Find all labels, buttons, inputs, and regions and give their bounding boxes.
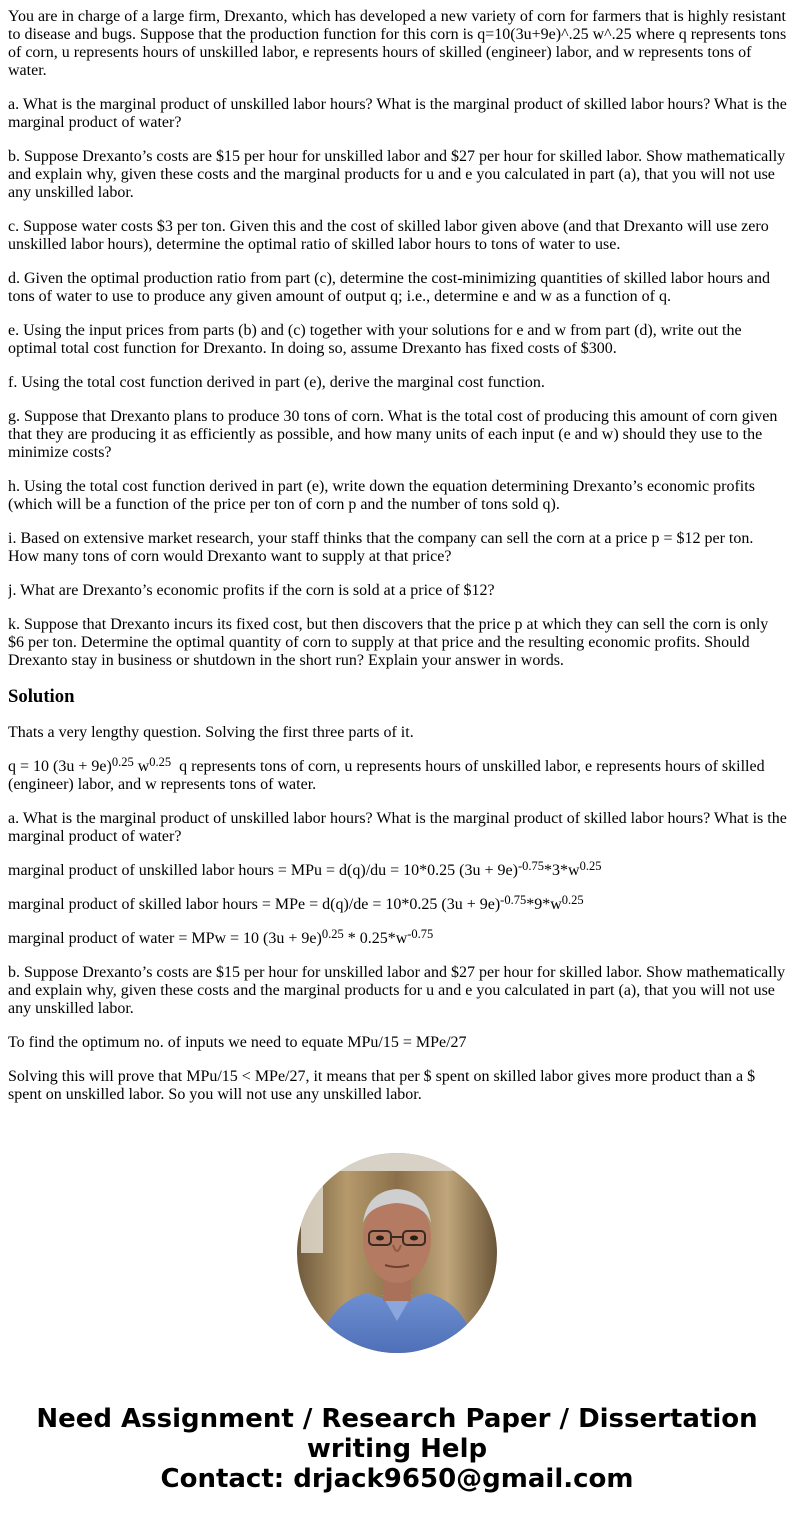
question-part-f: f. Using the total cost function derived in part (e), derive the marginal cost function. — [8, 374, 545, 391]
equation-text: marginal product of skilled labor hours = MPe = d(q)/de = 10*0.25 (3u + 9e) — [8, 896, 501, 913]
equation-term: * 0.25*w — [343, 930, 408, 947]
solution-note: Thats a very lengthy question. Solving the first three parts of it. — [8, 724, 414, 741]
question-part-e: e. Using the input prices from parts (b) and (c) together with your solutions for e and w from part (d), write out the optimal total cost function for Drexanto. In doing so, assume Drexanto has fixed costs of $300. — [8, 322, 742, 357]
question-intro: You are in charge of a large firm, Drexanto, which has developed a new variety of corn for farmers that is highly resistant to disease and bugs. Suppose that the production function for this corn is q=10(3u+9e)^.25 w^.25 where q represents tons of corn, u represents hours of unskilled labor, e represents hours of skilled (engineer) labor, and w represents tons of water. — [8, 8, 787, 79]
equation-exponent: 0.25 — [321, 927, 344, 941]
mpw-equation — [8, 927, 788, 948]
equation-exponent: -0.75 — [407, 927, 434, 941]
equation-description: q represents tons of corn, u represents hours of unskilled labor, e represents hours of skilled (engineer) labor, and w represents tons of water. — [8, 758, 769, 793]
footer-line-2: writing Help — [306, 1434, 488, 1464]
equation-exponent: -0.75 — [517, 859, 544, 873]
equation-base: q = 10 (3u + 9e) — [8, 758, 112, 775]
production-function-equation — [8, 755, 788, 794]
question-part-a: a. What is the marginal product of unskilled labor hours? What is the marginal product of skilled labor hours? What is the marginal product of water? — [8, 96, 787, 131]
avatar-portrait-icon — [297, 1153, 497, 1353]
mpu-equation — [8, 859, 788, 880]
question-part-g: g. Suppose that Drexanto plans to produce 30 tons of corn. What is the total cost of producing this amount of corn given that they are producing it as efficiently as possible, and how many units of each input (e and w) should they use to the minimize costs? — [8, 408, 778, 461]
footer-line-1: Need Assignment / Research Paper / Dissertation — [36, 1404, 758, 1434]
equation-text: marginal product of water = MPw = 10 (3u + 9e) — [8, 930, 322, 947]
equation-exponent: -0.75 — [500, 893, 527, 907]
equation-exponent: 0.25 — [579, 859, 602, 873]
document-body — [8, 8, 788, 1122]
footer-line-3: Contact: drjack9650@gmail.com — [160, 1464, 634, 1494]
mpe-equation — [8, 893, 788, 914]
question-part-k: k. Suppose that Drexanto incurs its fixed cost, but then discovers that the price p at which they can sell the corn is only $6 per ton. Determine the optimal quantity of corn to supply at that price and the resulting economic profits. Should Drexanto stay in business or shutdown in the short run? Explain your answer in words. — [8, 616, 769, 669]
equation-text: marginal product of unskilled labor hours = MPu = d(q)/du = 10*0.25 (3u + 9e) — [8, 862, 518, 879]
solution-heading: Solution — [8, 686, 75, 707]
solution-part-a-question: a. What is the marginal product of unskilled labor hours? What is the marginal product of skilled labor hours? What is the marginal product of water? — [8, 810, 787, 845]
equation-exponent: 0.25 — [111, 755, 134, 769]
optimum-condition: To find the optimum no. of inputs we need to equate MPu/15 = MPe/27 — [8, 1034, 467, 1051]
question-part-h: h. Using the total cost function derived in part (e), write down the equation determining Drexanto’s economic profits (which will be a function of the price per ton of corn p and the number of tons sold q). — [8, 478, 755, 513]
equation-term: w — [133, 758, 150, 775]
question-part-i: i. Based on extensive market research, your staff thinks that the company can sell the corn at a price p = $12 per ton. How many tons of corn would Drexanto want to supply at that price? — [8, 530, 754, 565]
solution-conclusion: Solving this will prove that MPu/15 < MPe/27, it means that per $ spent on skilled labor gives more product than a $ spent on unskilled labor. So you will not use any unskilled labor. — [8, 1068, 756, 1103]
question-part-j: j. What are Drexanto’s economic profits if the corn is sold at a price of $12? — [8, 582, 495, 599]
equation-term: *3*w — [544, 862, 580, 879]
question-part-b: b. Suppose Drexanto’s costs are $15 per hour for unskilled labor and $27 per hour for skilled labor. Show mathematically and explain why, given these costs and the marginal products for u and e you calculated in part (a), that you will not use any unskilled labor. — [8, 148, 786, 201]
author-avatar — [297, 1153, 497, 1353]
question-part-d: d. Given the optimal production ratio from part (c), determine the cost-minimizing quantities of skilled labor hours and tons of water to use to produce any given amount of output q; i.e., determine e and w as a function of q. — [8, 270, 771, 305]
question-part-c: c. Suppose water costs $3 per ton. Given this and the cost of skilled labor given above (and that Drexanto will use zero unskilled labor hours), determine the optimal ratio of skilled labor hours to tons of water to use. — [8, 218, 769, 253]
footer-contact — [0, 1404, 794, 1494]
equation-exponent: 0.25 — [561, 893, 584, 907]
solution-part-b-question: b. Suppose Drexanto’s costs are $15 per hour for unskilled labor and $27 per hour for skilled labor. Show mathematically and explain why, given these costs and the marginal products for u and e you calculated in part (a), that you will not use any unskilled labor. — [8, 964, 786, 1017]
equation-exponent: 0.25 — [149, 755, 172, 769]
equation-term: *9*w — [526, 896, 562, 913]
